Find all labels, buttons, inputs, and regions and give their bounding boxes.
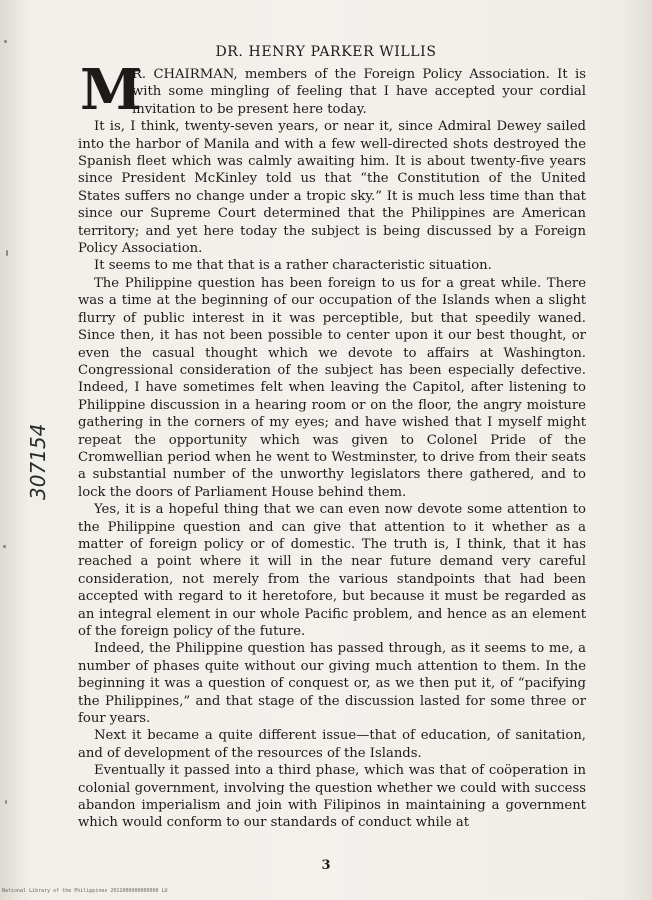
handwritten-accession-number	[20, 358, 52, 500]
paragraph: It is, I think, twenty-seven years, or near it, since Admiral Dewey sailed into the harbor of Manila and with a few well-directed shots destroyed the Spanish fleet which was calmly awaiting him. It is about twenty-five years since President McKinley told us that “the Constitution of the United States suffers no change under a tropic sky.” It is much less time than that since our Supreme Court determined that the Philippines are American territory; and yet here today the subject is being discussed by a Foreign Policy Association.	[78, 119, 586, 257]
accession-number-text: 307154	[26, 423, 50, 500]
page-number: 3	[321, 858, 331, 873]
scan-speck	[5, 800, 7, 804]
paragraph: The Philippine question has been foreign to us for a great while. There was a time at the beginning of our occupation of the Islands when a slight flurry of public interest in it was perceptible, but that speedily waned. Since then, it has not been possible to center upon it our best thought, or even the casual thought which we devote to affairs at Washington. Congressional consideration of the subject has been especially defective. Indeed, I have sometimes felt when leaving the Capitol, after listening to Philippine discussion in a hearing room or on the floor, the angry moisture gathering in the corners of my eyes; and have wished that I myself might repeat the opportunity which was given to Colonel Pride of the Cromwellian period when he went to Westminster, to drive from their seats a substantial number of the unworthy legislators there gathered, and to lock the doors of Parliament House behind them.	[78, 275, 586, 500]
drop-cap: M	[80, 57, 142, 123]
paragraph: Next it became a quite different issue—that of education, of sanitation, and of development of the resources of the Islands.	[78, 728, 586, 761]
scan-speck	[3, 545, 6, 548]
paragraph: Eventually it passed into a third phase, which was that of coöperation in colonial government, involving the question whether we could with success abandon imperialism and join with Filipinos in maintaining a government which would conform to our standards of conduct while at	[78, 763, 586, 831]
scan-speck	[4, 40, 7, 43]
paragraph: It seems to me that that is a rather characteristic situation.	[94, 258, 492, 274]
paragraph: Yes, it is a hopeful thing that we can even now devote some attention to the Philippine question and can give that attention to it whether as a matter of foreign policy or of domestic. The truth is, I think, that it has reached a point where it will in the near future demand very careful consideration, not merely from the various standpoints that had been accepted with regard to it heretofore, but because it must be regarded as an integral element in our whole Pacific problem, and hence as an element of the foreign policy of the future.	[78, 502, 586, 639]
paragraph: Indeed, the Philippine question has passed through, as it seems to me, a number of phases quite without our giving much attention to them. In the beginning it was a question of conquest or, as we then put it, of “pacifying the Philippines,” and that stage of the discussion lasted for some three or four years.	[78, 641, 586, 727]
speech-body	[78, 66, 586, 832]
paragraph: R. CHAIRMAN, members of the Foreign Policy Association. It is with some mingling of feeling that I have accepted your cordial invitation to be present here today.	[132, 67, 586, 117]
scan-speck	[6, 250, 8, 256]
library-footer-stamp: National Library of the Philippines 2011000000000000 LU	[2, 888, 168, 894]
speaker-heading: DR. HENRY PARKER WILLIS	[215, 44, 437, 60]
